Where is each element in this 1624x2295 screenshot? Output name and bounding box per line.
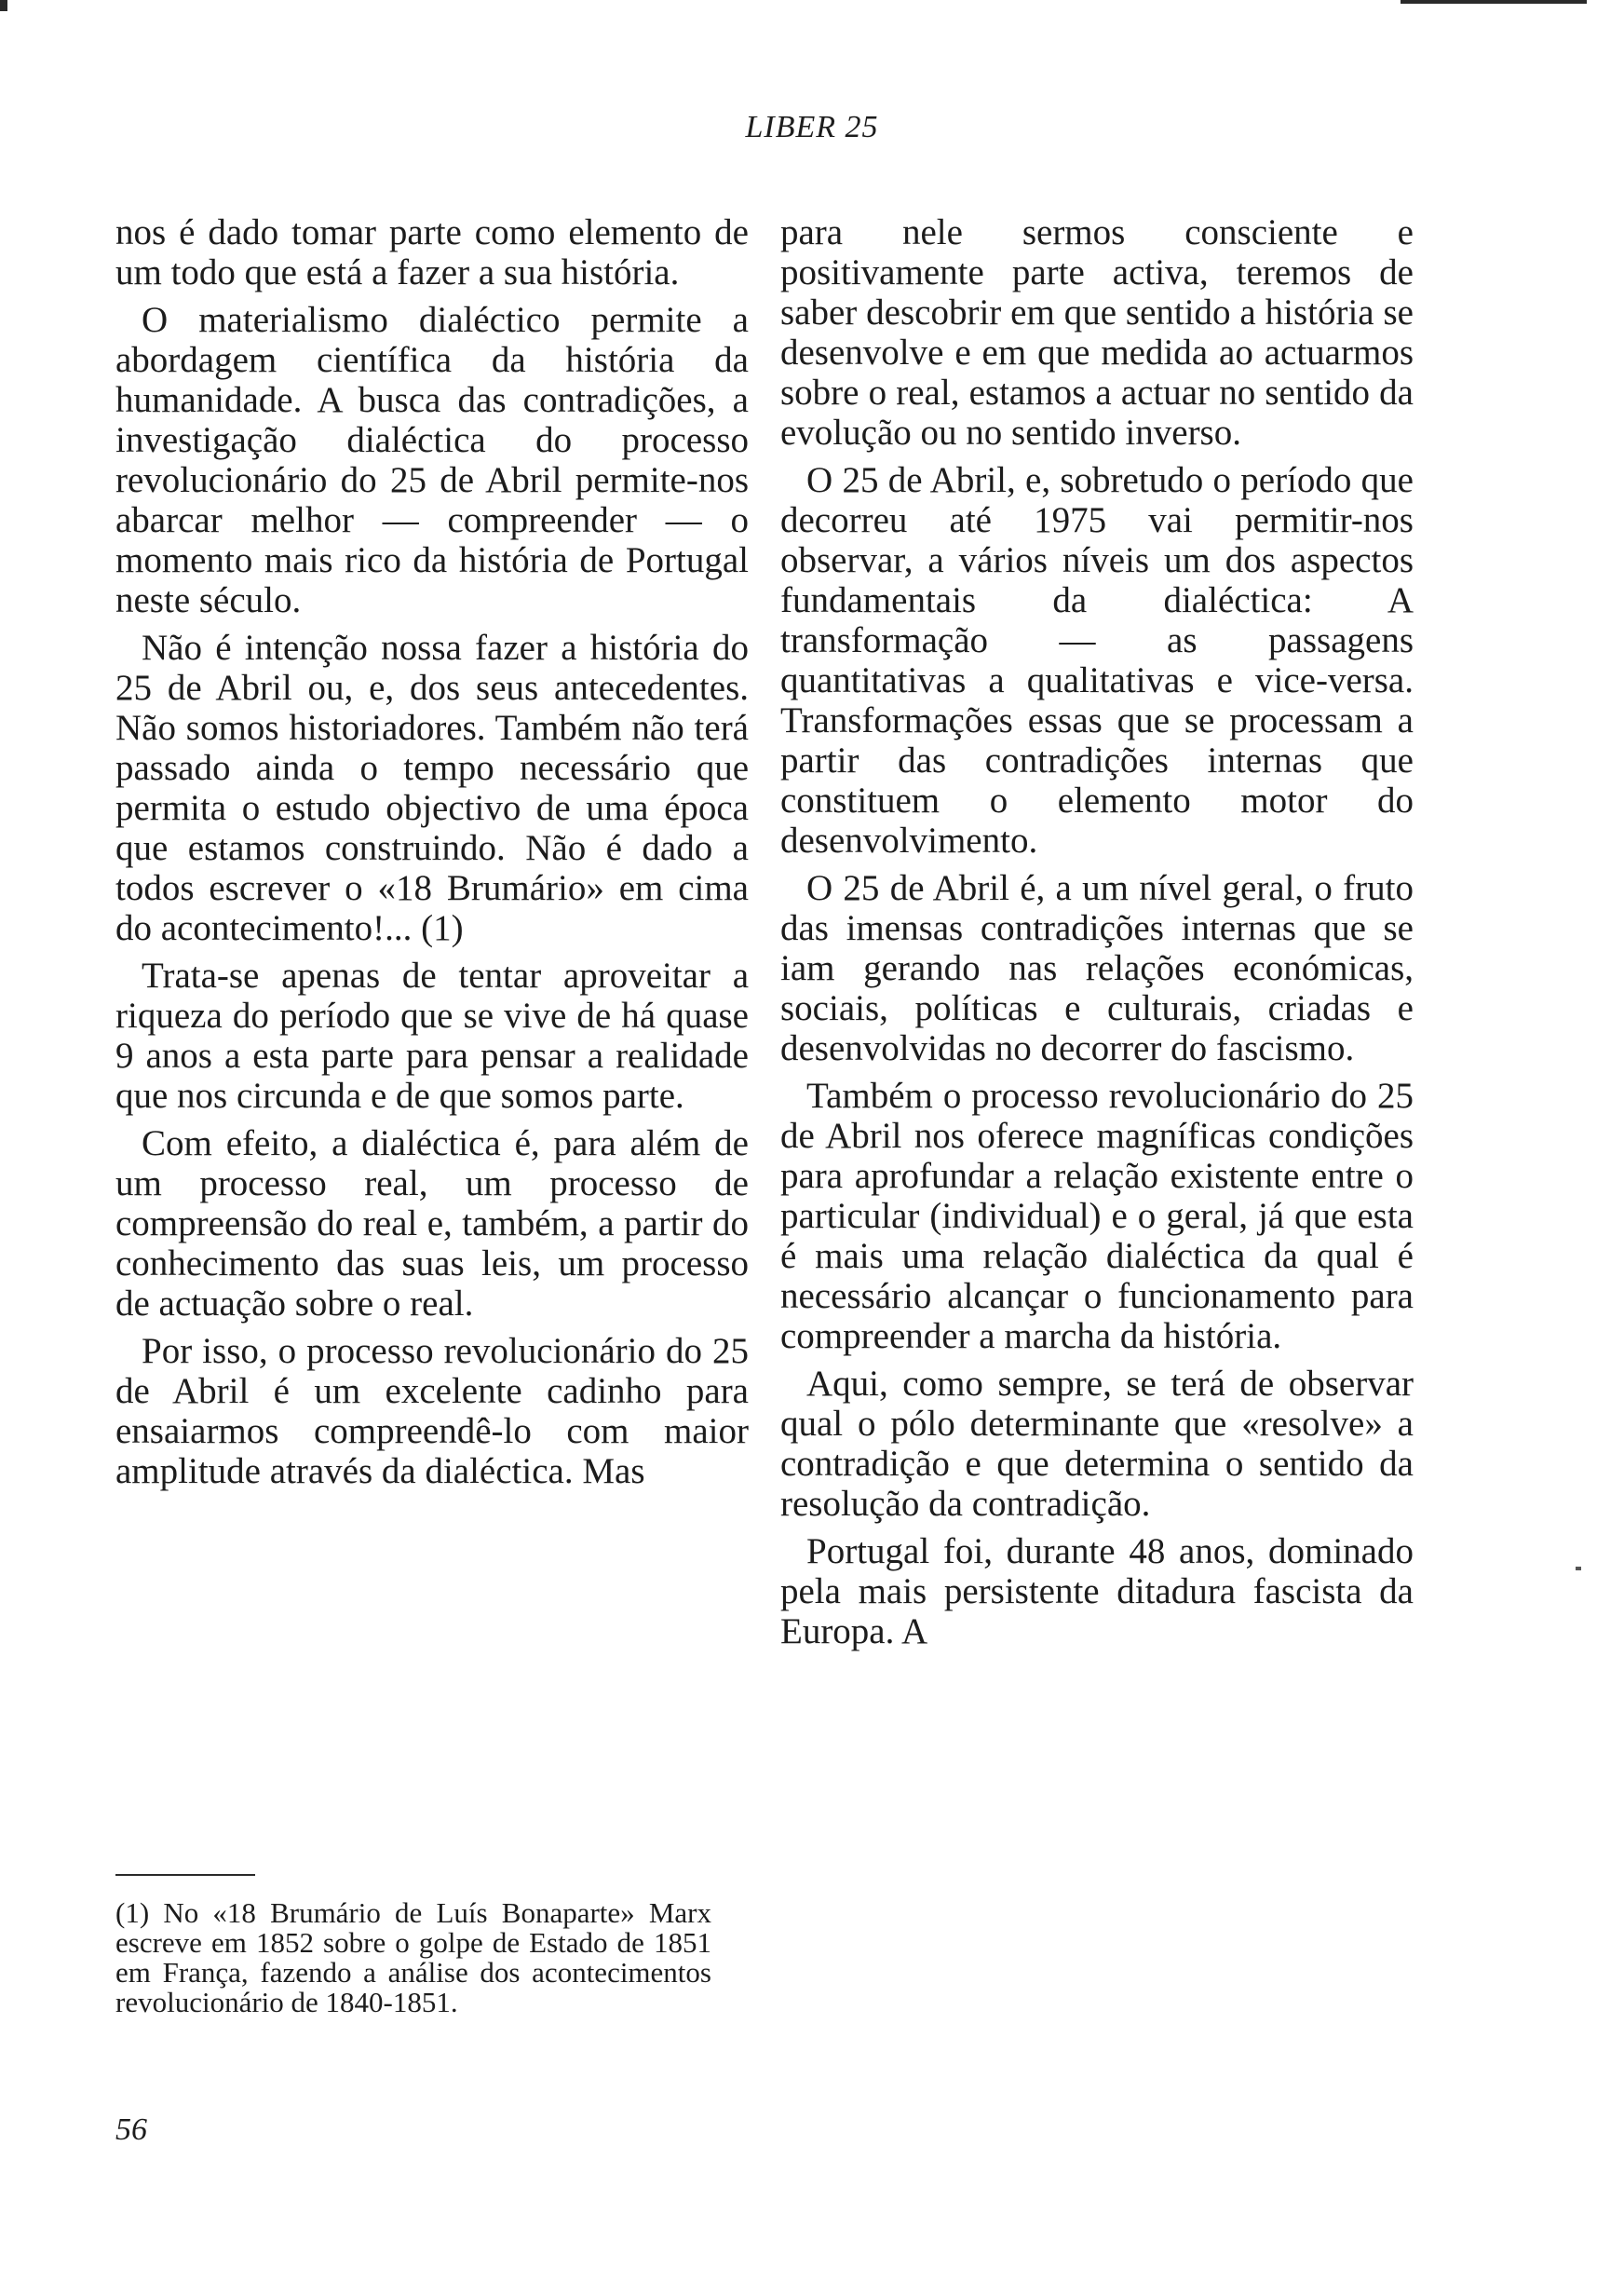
paragraph: O 25 de Abril, e, sobretudo o período que decorreu até 1975 vai permitir-nos observar, a vários níveis um dos aspectos fundamentais da dialéctica: A transformação — as passagens quantitativas a qualitativas e vice-versa. Transformações essas que se processam a partir das contradições internas que constituem o elemento motor do desenvolvimento. — [780, 460, 1414, 861]
paragraph-text: Não é intenção nossa fazer a história do 25 de Abril ou, e, dos seus antecedentes. Não somos historiadores. Também não terá passado ainda o tempo necessário que permita o estudo objectivo de uma época que estamos construindo. Não é dado a todos escrever o «18 Brumário» em cima do acontecimento!... — [115, 628, 749, 948]
paragraph: O 25 de Abril é, a um nível geral, o fruto das imensas contradições internas que se iam gerando nas relações económicas, sociais, políticas e culturais, criadas e desenvolvidas no decorrer do fascismo. — [780, 868, 1414, 1068]
footnote-separator — [115, 1874, 255, 1876]
running-header: LIBER 25 — [745, 110, 879, 144]
paragraph: Com efeito, a dialéctica é, para além de um processo real, um processo de compreensão do real e, também, a partir do conhecimento das suas leis, um processo de actuação sobre o real. — [115, 1123, 749, 1324]
footnote: (1) No «18 Brumário de Luís Bonaparte» Marx escreve em 1852 sobre o golpe de Estado de 1851 em França, fazendo a análise dos acontecimentos revolucionário de 1840-1851. — [115, 1896, 711, 2018]
paragraph: Trata-se apenas de tentar aproveitar a riqueza do período que se vive de há quase 9 anos a esta parte para pensar a realidade que nos circunda e de que somos parte. — [115, 956, 749, 1116]
paragraph: O materialismo dialéctico permite a abordagem científica da história da humanidade. A busca das contradições, a investigação dialéctica do processo revolucionário do 25 de Abril permite-nos abarcar melhor — compreender — o momento mais rico da história de Portugal neste século. — [115, 300, 749, 620]
paragraph: nos é dado tomar parte como elemento de um todo que está a fazer a sua história. — [115, 212, 749, 292]
paragraph: Aqui, como sempre, se terá de observar qual o pólo determinante que «resolve» a contradição e que determina o sentido da resolução da contradição. — [780, 1364, 1414, 1524]
paragraph: para nele sermos consciente e positivamente parte activa, teremos de saber descobrir em que sentido a história se desenvolve e em que medida ao actuarmos sobre o real, estamos a actuar no sentido da evolução ou no sentido inverso. — [780, 212, 1414, 453]
footnote-reference: (1) — [421, 908, 464, 948]
paragraph — [115, 628, 749, 948]
paragraph: Por isso, o processo revolucionário do 25 de Abril é um excelente cadinho para ensaiarmos compreendê-lo com maior amplitude através da dialéctica. Mas — [115, 1331, 749, 1491]
paragraph: Também o processo revolucionário do 25 de Abril nos oferece magníficas condições para aprofundar a relação existente entre o particular (individual) e o geral, já que esta é mais uma relação dialéctica da qual é necessário alcançar o funcionamento para compreender a marcha da história. — [780, 1076, 1414, 1356]
right-column — [780, 212, 1414, 1659]
scan-speck — [1576, 1567, 1581, 1570]
top-edge-rule — [1401, 0, 1587, 4]
paragraph: Portugal foi, durante 48 anos, dominado pela mais persistente ditadura fascista da Europa. A — [780, 1531, 1414, 1651]
page-number: 56 — [115, 2112, 147, 2147]
left-column — [115, 212, 749, 1499]
scan-corner-mark — [0, 0, 7, 11]
